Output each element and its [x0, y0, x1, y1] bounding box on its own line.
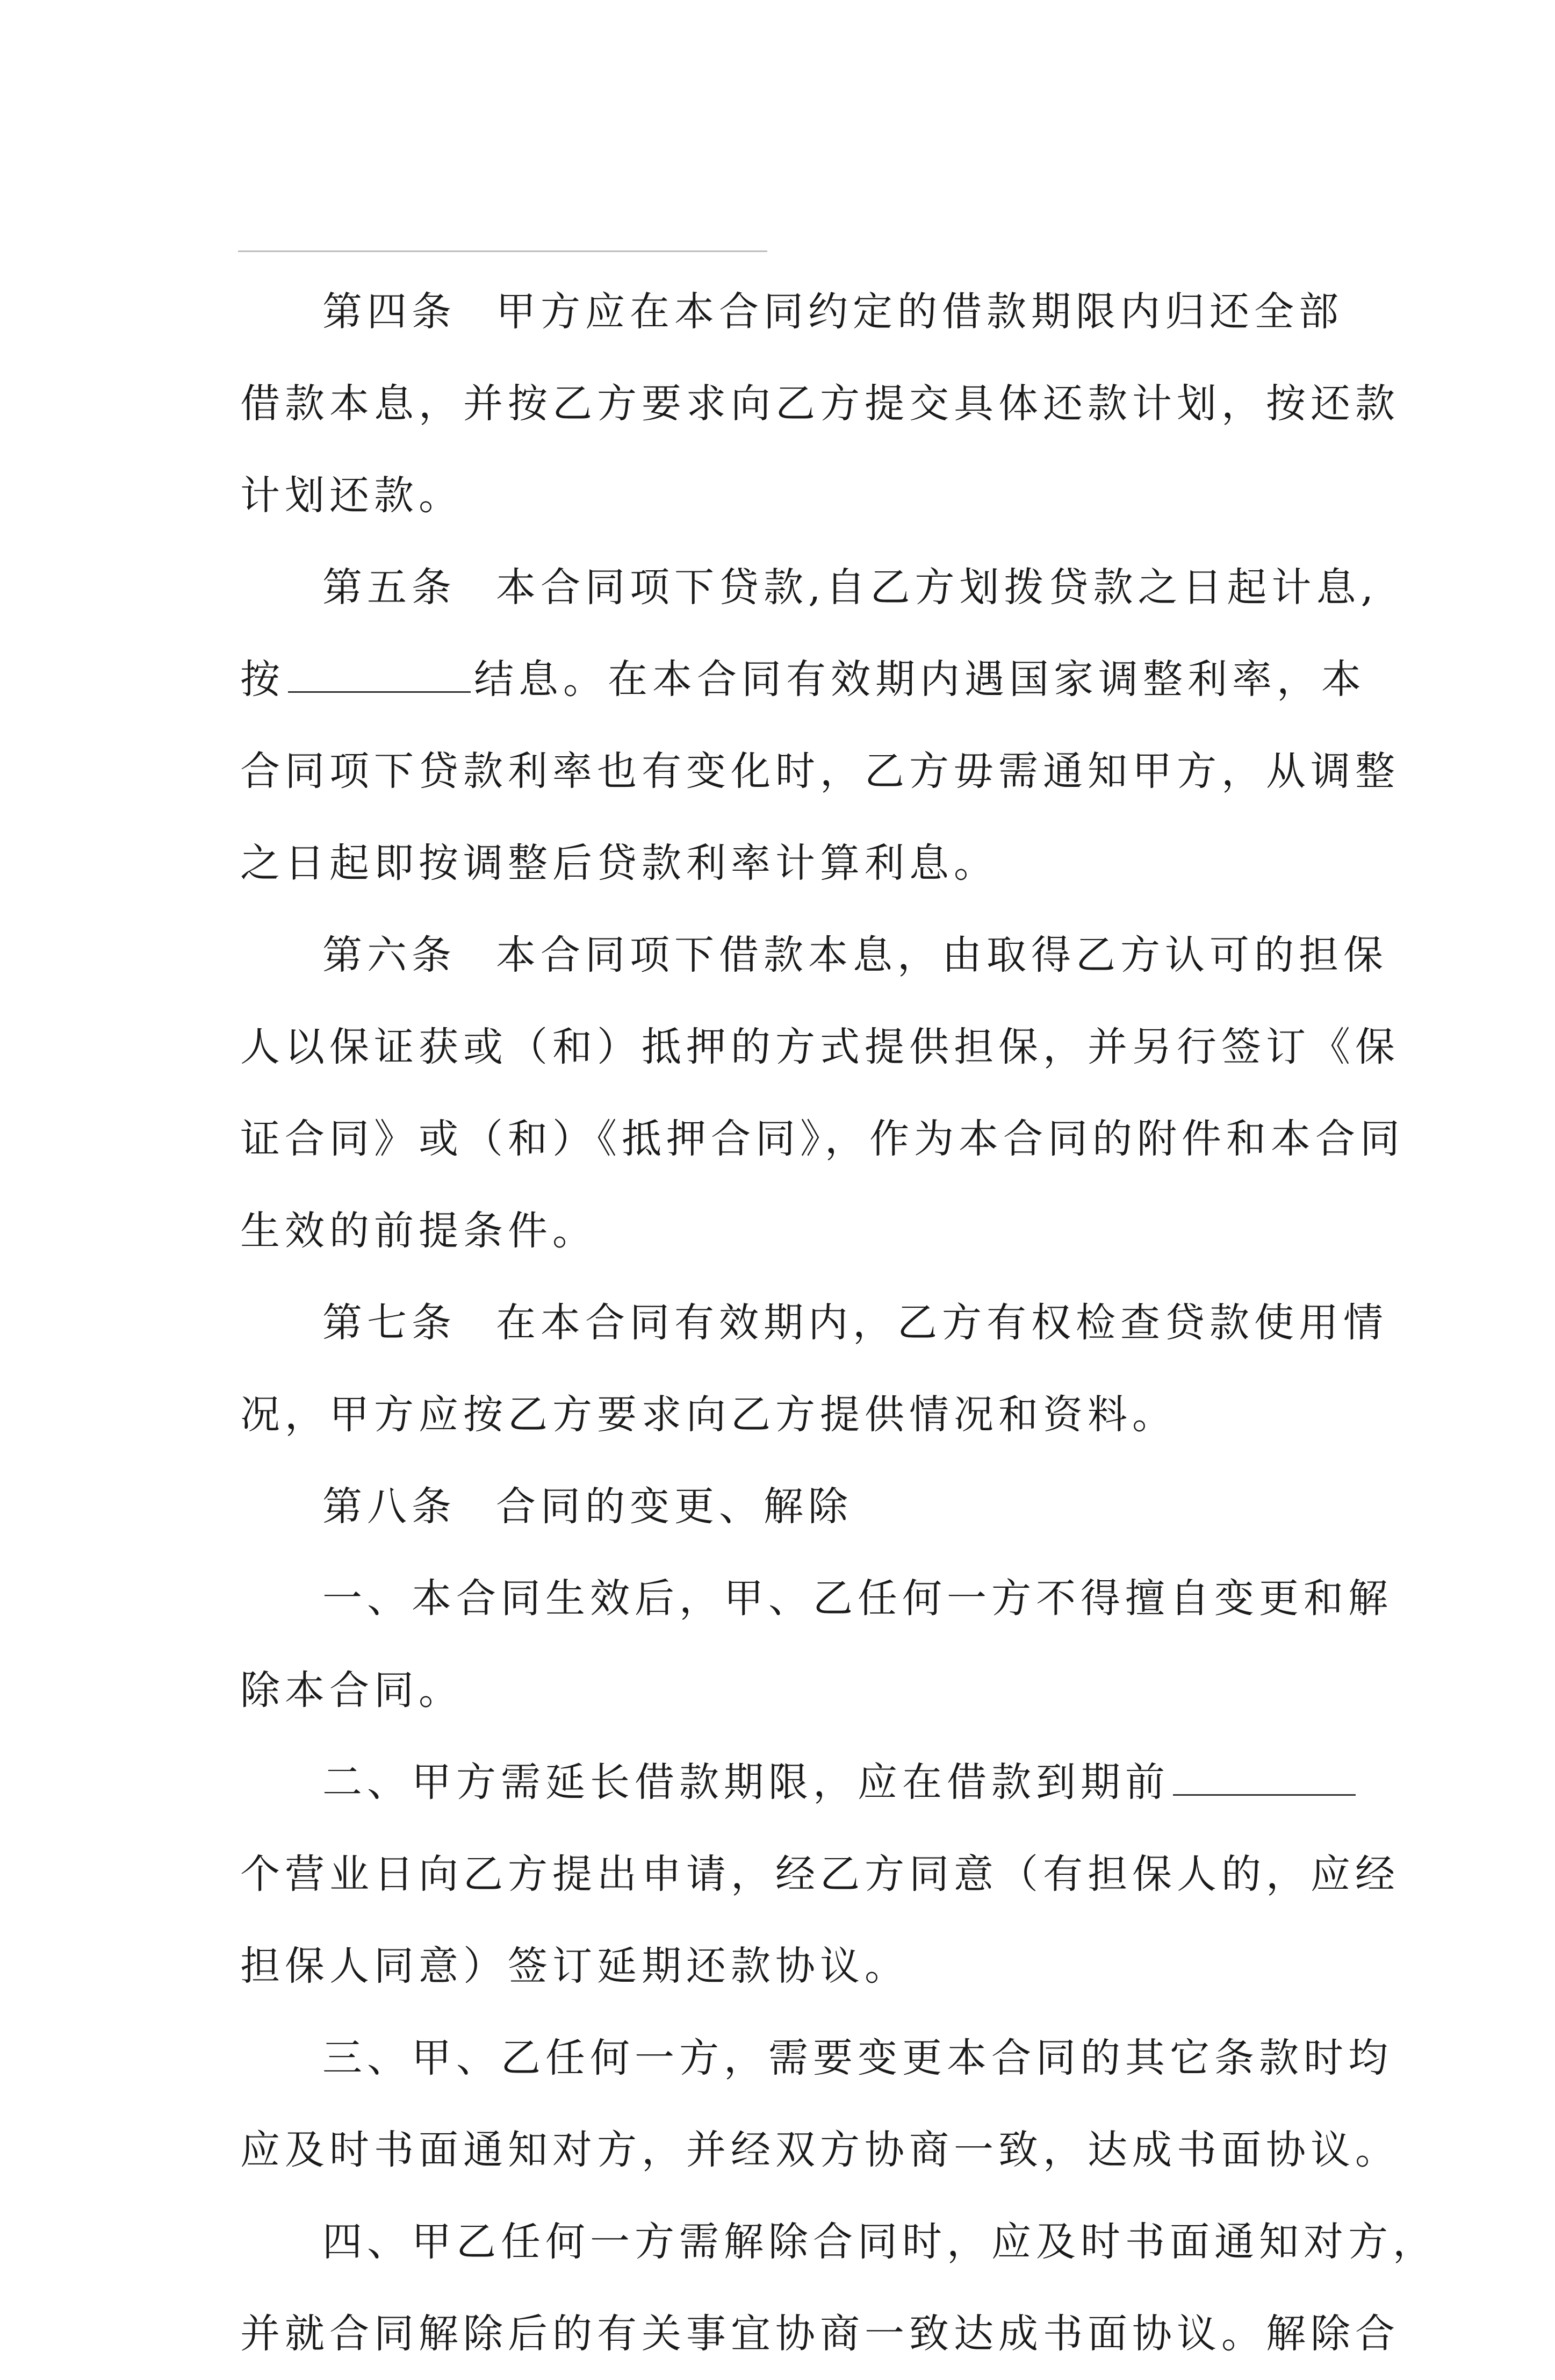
- article5-text1: 本合同项下贷款,自乙方划拨贷款之日起计息,: [496, 564, 1379, 611]
- article8-item1-line1: 一、本合同生效后，甲、乙任何一方不得擅自变更和解: [322, 1575, 1393, 1622]
- article7-heading: 第七条: [322, 1300, 456, 1346]
- article7-text1: 在本合同有效期内，乙方有权检查贷款使用情: [496, 1300, 1388, 1346]
- article8-item2-line3: 担保人同意）签订延期还款协议。: [240, 1943, 909, 1989]
- article5-text2-after: 结息。在本合同有效期内遇国家调整利率，本: [474, 656, 1366, 702]
- article8-item2-text1: 二、甲方需延长借款期限，应在借款到期前: [322, 1759, 1170, 1805]
- article4-line2: 借款本息，并按乙方要求向乙方提交具体还款计划，按还款: [240, 381, 1400, 427]
- article8-title: 合同的变更、解除: [496, 1483, 853, 1530]
- article8-heading: 第八条: [322, 1483, 456, 1530]
- article8-item2-line1: [240, 1737, 1326, 1829]
- article7-line1: [240, 1277, 1388, 1369]
- article7-line2: 况，甲方应按乙方要求向乙方提供情况和资料。: [240, 1392, 1177, 1438]
- article6-heading: 第六条: [322, 932, 456, 978]
- article5-line4: 之日起即按调整后贷款利率计算利息。: [240, 840, 998, 886]
- business-days-blank: [1173, 1762, 1356, 1796]
- header-rule: [238, 250, 767, 252]
- article8-item1-line2: 除本合同。: [240, 1667, 463, 1714]
- article8-item3-line2: 应及时书面通知对方，并经双方协商一致，达成书面协议。: [240, 2127, 1400, 2173]
- article8-item4-line1: 四、甲乙任何一方需解除合同时，应及时书面通知对方，: [322, 2219, 1437, 2265]
- article5-line3: 合同项下贷款利率也有变化时，乙方毋需通知甲方，从调整: [240, 748, 1400, 794]
- article6-line4: 生效的前提条件。: [240, 1208, 597, 1254]
- article8-item2-line2: 个营业日向乙方提出申请，经乙方同意（有担保人的，应经: [240, 1851, 1400, 1897]
- article5-text2-before: 按: [240, 656, 285, 702]
- article6-line3: 证合同》或（和）《抵押合同》，作为本合同的附件和本合同: [240, 1116, 1405, 1162]
- article5-heading: 第五条: [322, 564, 456, 611]
- article6-line1: [240, 909, 1388, 1001]
- article4-text1: 甲方应在本合同约定的借款期限内归还全部: [496, 289, 1343, 335]
- article5-line2: [240, 634, 1366, 726]
- article6-text1: 本合同项下借款本息，由取得乙方认可的担保: [496, 932, 1388, 978]
- article8-line1: [240, 1461, 1326, 1553]
- article5-line1: [240, 542, 1379, 634]
- article4-heading: 第四条: [322, 289, 456, 335]
- article8-item3-line1: 三、甲、乙任何一方，需要变更本合同的其它条款时均: [322, 2035, 1393, 2081]
- contract-body: [240, 266, 1437, 2380]
- article4-line3: 计划还款。: [240, 472, 463, 519]
- article4-line1: [240, 266, 1343, 358]
- article6-line2: 人以保证获或（和）抵押的方式提供担保，并另行签订《保: [240, 1024, 1400, 1070]
- interest-method-blank: [288, 659, 471, 693]
- article8-item4-line2: 并就合同解除后的有关事宜协商一致达成书面协议。解除合: [240, 2311, 1400, 2357]
